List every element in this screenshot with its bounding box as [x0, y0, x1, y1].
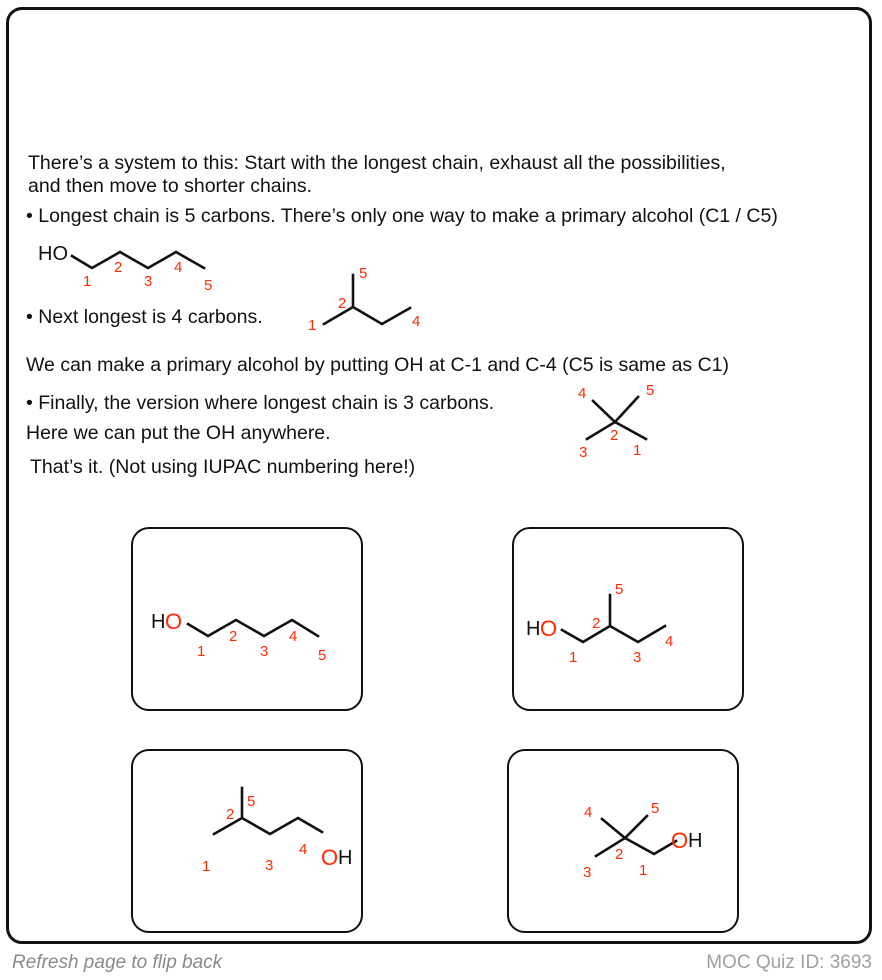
carbon-number: 5 [359, 265, 368, 282]
bond [615, 397, 638, 422]
hydrogen-label: H [526, 618, 541, 640]
oxygen-label: O [671, 828, 689, 853]
hydrogen-label: H [338, 847, 353, 869]
neopentyl-alcohol-structure [575, 795, 725, 885]
thats-it-line: That’s it. (Not using IUPAC numbering here!) [30, 456, 416, 478]
carbon-number: 1 [202, 858, 211, 875]
isoamyl-alcohol-structure [190, 790, 370, 890]
hydrogen-label: H [151, 611, 166, 633]
carbon-number: 3 [265, 857, 274, 874]
carbon-number: 4 [578, 385, 587, 402]
carbon-chain [188, 620, 318, 636]
neopentane-skeleton [570, 376, 670, 466]
bullet-three-carbons: • Finally, the version where longest chain is 3 carbons. [26, 392, 495, 414]
oh-anywhere-line: Here we can put the OH anywhere. [26, 422, 331, 444]
carbon-number: 2 [615, 846, 624, 863]
refresh-to-flip-back-link[interactable]: Refresh page to flip back [12, 952, 223, 973]
carbon-number: 5 [318, 647, 327, 664]
carbon-number: 5 [204, 277, 213, 294]
methylbutanol-structure [525, 576, 705, 666]
quiz-id-label: MOC Quiz ID: 3693 [706, 952, 872, 973]
bond [615, 422, 646, 439]
pentanol-structure [150, 596, 350, 666]
carbon-number: 3 [260, 643, 269, 660]
carbon-number: 4 [299, 841, 308, 858]
bullet-longest-chain: • Longest chain is 5 carbons. There’s only one way to make a primary alcohol (C1 / C5) [26, 205, 778, 227]
intro-line-1: There’s a system to this: Start with the longest chain, exhaust all the possibilities, [28, 152, 726, 174]
carbon-number: 4 [665, 633, 674, 650]
carbon-chain [72, 252, 204, 268]
bond [593, 401, 615, 422]
bond [602, 819, 625, 838]
oxygen-label: O [321, 845, 339, 870]
carbon-number: 3 [583, 864, 592, 881]
carbon-number: 5 [247, 793, 256, 810]
carbon-chain [562, 626, 665, 642]
carbon-number: 3 [144, 273, 153, 290]
carbon-number: 4 [412, 313, 421, 330]
methylbutane-skeleton [300, 262, 440, 337]
bond [625, 816, 647, 838]
carbon-number: 5 [615, 581, 624, 598]
carbon-number: 1 [83, 273, 92, 290]
carbon-number: 4 [174, 259, 183, 276]
carbon-number: 2 [229, 628, 238, 645]
oxygen-label: O [540, 616, 558, 641]
carbon-number: 2 [226, 806, 235, 823]
carbon-number: 2 [114, 259, 123, 276]
carbon-number: 2 [338, 295, 347, 312]
intro-line-2: and then move to shorter chains. [28, 175, 312, 197]
carbon-number: 4 [584, 804, 593, 821]
carbon-number: 2 [592, 615, 601, 632]
carbon-number: 5 [646, 382, 655, 399]
carbon-number: 5 [651, 800, 660, 817]
carbon-number: 4 [289, 628, 298, 645]
carbon-number: 1 [569, 649, 578, 666]
c1-c4-explanation: We can make a primary alcohol by putting OH at C-1 and C-4 (C5 is same as C1) [26, 354, 729, 376]
bullet-next-longest: • Next longest is 4 carbons. [26, 306, 263, 328]
carbon-number: 1 [639, 862, 648, 879]
oxygen-label: O [165, 609, 183, 634]
carbon-number: 3 [633, 649, 642, 666]
ho-label: HO [38, 243, 68, 265]
carbon-chain [324, 307, 410, 324]
carbon-number: 3 [579, 444, 588, 461]
carbon-number: 1 [308, 317, 317, 334]
hydrogen-label: H [688, 830, 703, 852]
carbon-number: 1 [633, 442, 642, 459]
carbon-number: 2 [610, 427, 619, 444]
pentanol-skeleton [30, 236, 230, 296]
carbon-number: 1 [197, 643, 206, 660]
carbon-chain [625, 838, 676, 854]
